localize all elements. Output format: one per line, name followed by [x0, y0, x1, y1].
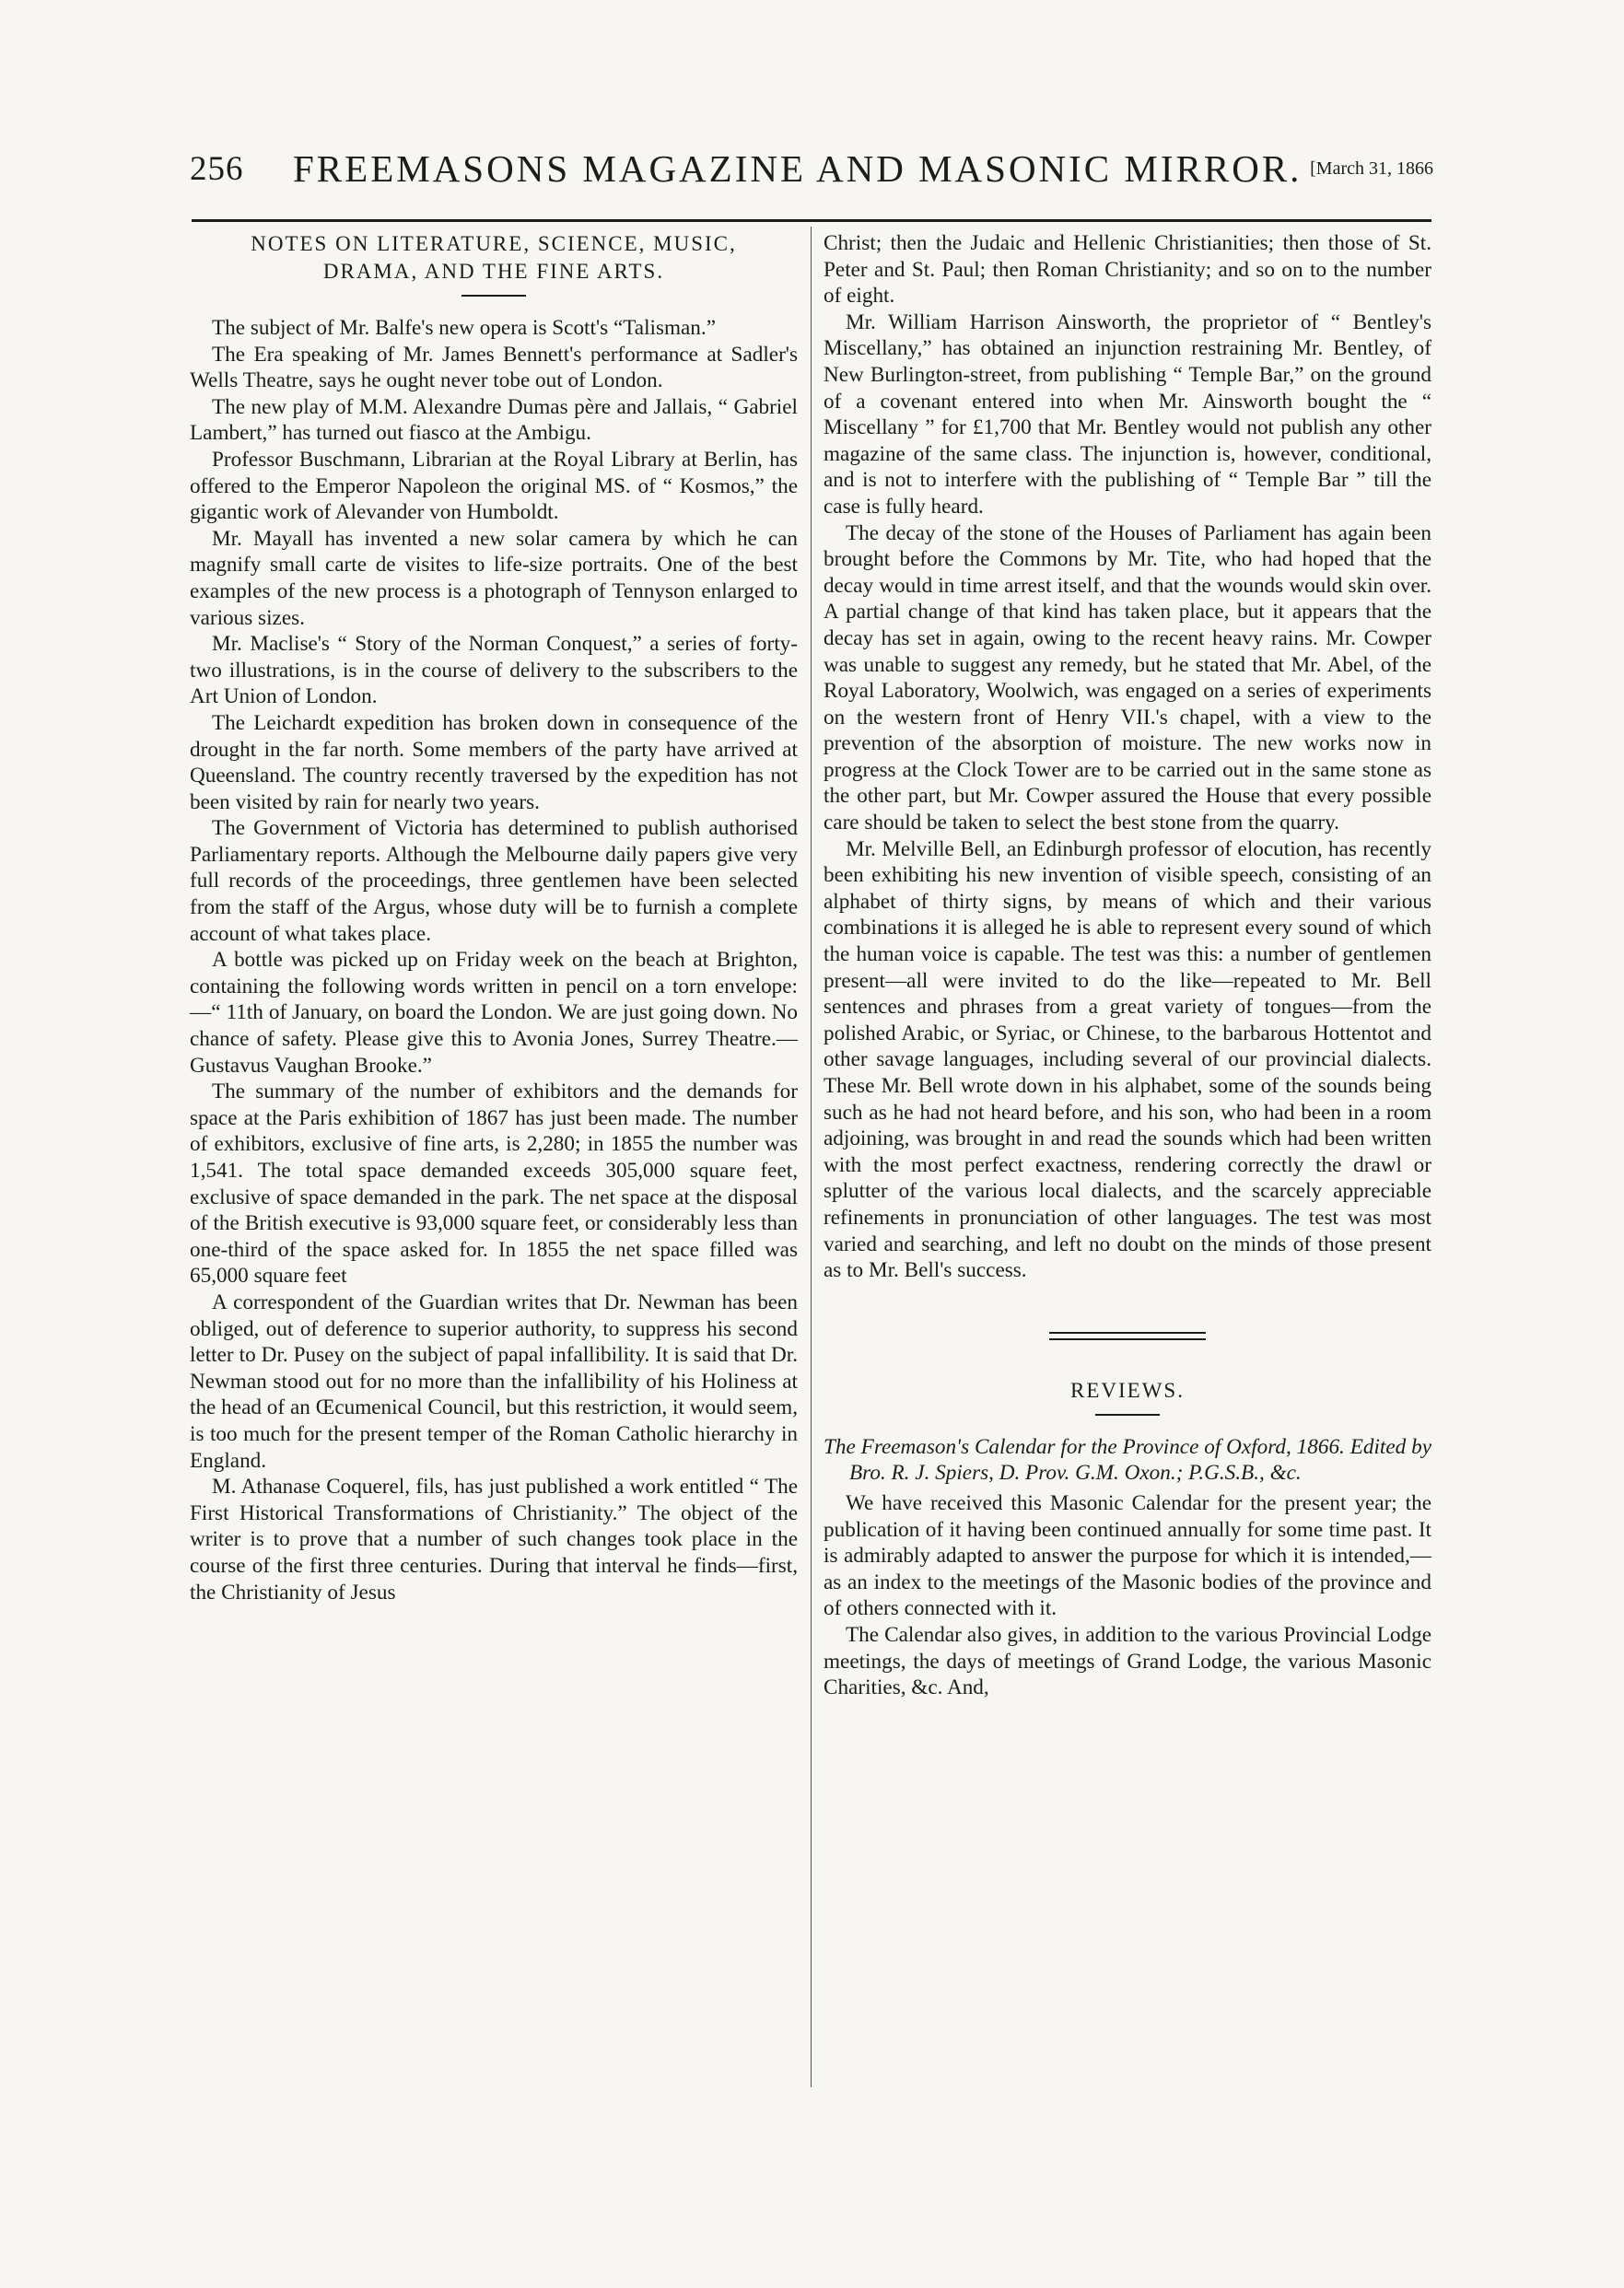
article-paragraph-continued: Christ; then the Judaic and Hellenic Christianities; then those of St. Peter and St. Paul; then Roman Christianity; and so on to the number of eight. — [824, 231, 1431, 309]
article-paragraph: M. Athanase Coquerel, fils, has just published a work entitled “ The First Historical Transformations of Christianity.” The object of the writer is to prove that a number of such changes took place in the course of the first three centuries. During that interval he finds—first, the Christianity of Jesus — [190, 1475, 798, 1605]
review-citation: The Freemason's Calendar for the Province of Oxford, 1866. Edited by Bro. R. J. Spiers, D. Prov. G.M. Oxon.; P.G.S.B., &c. — [824, 1434, 1431, 1486]
left-column — [190, 230, 798, 1605]
article-paragraph: Mr. Maclise's “ Story of the Norman Conquest,” a series of forty-two illustrations, is in the course of delivery to the subscribers to the Art Union of London. — [190, 632, 798, 709]
header-rule — [192, 219, 1431, 222]
right-column — [824, 230, 1431, 1701]
heading-rule — [461, 295, 526, 297]
article-paragraph: A bottle was picked up on Friday week on the beach at Brighton, containing the following words written in pencil on a torn envelope:—“ 11th of January, on board the London. We are just going down. No chance of safety. Please give this to Avonia Jones, Surrey Theatre.—Gustavus Vaughan Brooke.” — [190, 948, 798, 1078]
issue-date: [March 31, 1866 — [1310, 158, 1433, 179]
running-title: FREEMASONS MAGAZINE AND MASONIC MIRROR. — [293, 147, 1303, 190]
article-paragraph: Mr. Mayall has invented a new solar camera by which he can magnify small carte de visites to life-size portraits. One of the best examples of the new process is a photograph of Tennyson enlarged to various sizes. — [190, 526, 798, 630]
article-paragraph: Mr. Melville Bell, an Edinburgh professor of elocution, has recently been exhibiting his new invention of visible speech, consisting of an alphabet of thirty signs, by means of which and their various combinations it is alleged he is able to represent every sound of which the human voice is capable. The test was this: a number of gentlemen present—all were invited to do the like—repeated to Mr. Bell sentences and phrases from a great variety of tongues—from the polished Arabic, or Syriac, or Chinese, to the barbarous Hottentot and other savage languages, including several of our provincial dialects. These Mr. Bell wrote down in his alphabet, some of the sounds being such as he had not heard before, and his son, who had been in a room adjoining, was brought in and read the sounds which had been written with the most perfect exactness, rendering correctly the drawl or splutter of the various local dialects, and the scarcely appreciable refinements in pronunciation of other languages. The test was most varied and searching, and left no doubt on the minds of those present as to Mr. Bell's success. — [824, 836, 1431, 1283]
article-paragraph: The subject of Mr. Balfe's new opera is Scott's “Talisman.” — [212, 316, 716, 340]
reviews-heading: REVIEWS. — [1070, 1378, 1185, 1402]
review-paragraph: We have received this Masonic Calendar for the present year; the publication of it having been continued annually for some time past. It is admirably adapted to answer the purpose for which it is intended,—as an index to the meetings of the Masonic bodies of the province and of others connected with it. — [824, 1490, 1431, 1621]
review-paragraph: The Calendar also gives, in addition to the various Provincial Lodge meetings, the days of meetings of Grand Lodge, the various Masonic Charities, &c. And, — [824, 1622, 1431, 1700]
article-paragraph: The Era speaking of Mr. James Bennett's performance at Sadler's Wells Theatre, says he ought never tobe out of London. — [190, 342, 798, 393]
heading-rule — [1095, 1414, 1160, 1416]
article-paragraph: A correspondent of the Guardian writes that Dr. Newman has been obliged, out of deference to superior authority, to suppress his second letter to Dr. Pusey on the subject of papal infallibility. It is said that Dr. Newman stood out for no more than the infallibility of his Holiness at the head of an Œcumenical Council, but this restriction, it would seem, is too much for the present temper of the Roman Catholic hierarchy in England. — [190, 1290, 798, 1473]
article-paragraph: Professor Buschmann, Librarian at the Royal Library at Berlin, has offered to the Emperor Napoleon the original MS. of “ Kosmos,” the gigantic work of Alevander von Humboldt. — [190, 447, 798, 525]
article-paragraph: The summary of the number of exhibitors and the demands for space at the Paris exhibition of 1867 has just been made. The number of exhibitors, exclusive of fine arts, is 2,280; in 1855 the number was 1,541. The total space demanded exceeds 305,000 square feet, exclusive of space demanded in the park. The net space at the disposal of the British executive is 93,000 square feet, or considerably less than one-third of the space asked for. In 1855 the net space filled was 65,000 square feet — [190, 1080, 798, 1289]
article-paragraph: Mr. William Harrison Ainsworth, the proprietor of “ Bentley's Miscellany,” has obtained an injunction restraining Mr. Bentley, of New Burlington-street, from publishing “ Temple Bar,” on the ground of a covenant entered into when Mr. Ainsworth bought the “ Miscellany ” for £1,700 that Mr. Bentley would not publish any other magazine of the same class. The injunction is, however, conditional, and is not to interfere with the publishing of “ Temple Bar ” till the case is fully heard. — [824, 309, 1431, 519]
column-divider — [811, 227, 812, 2087]
article-paragraph: The Government of Victoria has determined to publish authorised Parliamentary reports. Although the Melbourne daily papers give very full records of the proceedings, three gentlemen have been selected from the staff of the Argus, whose duty will be to furnish a complete account of what takes place. — [190, 816, 798, 946]
section-separator — [1049, 1332, 1206, 1340]
article-paragraph: The Leichardt expedition has broken down in consequence of the drought in the far north. Some members of the party have arrived at Queensland. The country recently traversed by the expedition has not been visited by rain for nearly two years. — [190, 710, 798, 814]
article-paragraph: The decay of the stone of the Houses of Parliament has again been brought before the Commons by Mr. Tite, who had hoped that the decay would in time arrest itself, and that the wounds would skin over. A partial change of that kind has taken place, but it appears that the decay has set in again, owing to the recent heavy rains. Mr. Cowper was unable to suggest any remedy, but he stated that Mr. Abel, of the Royal Laboratory, Woolwich, was engaged on a series of experiments on the western front of Henry VII.'s chapel, with a view to the prevention of the absorption of moisture. The new works now in progress at the Clock Tower are to be carried out in the same stone as the other part, but Mr. Cowper assured the House that every possible care should be taken to select the best stone from the quarry. — [824, 520, 1431, 835]
page-number: 256 — [190, 150, 244, 188]
notes-heading — [208, 230, 779, 286]
page-header — [190, 142, 1433, 206]
article-paragraph: The new play of M.M. Alexandre Dumas père and Jallais, “ Gabriel Lambert,” has turned out fiasco at the Ambigu. — [190, 394, 798, 446]
notes-heading-line1: NOTES ON LITERATURE, SCIENCE, MUSIC, — [251, 232, 737, 255]
notes-heading-line2: DRAMA, AND THE FINE ARTS. — [322, 260, 665, 283]
